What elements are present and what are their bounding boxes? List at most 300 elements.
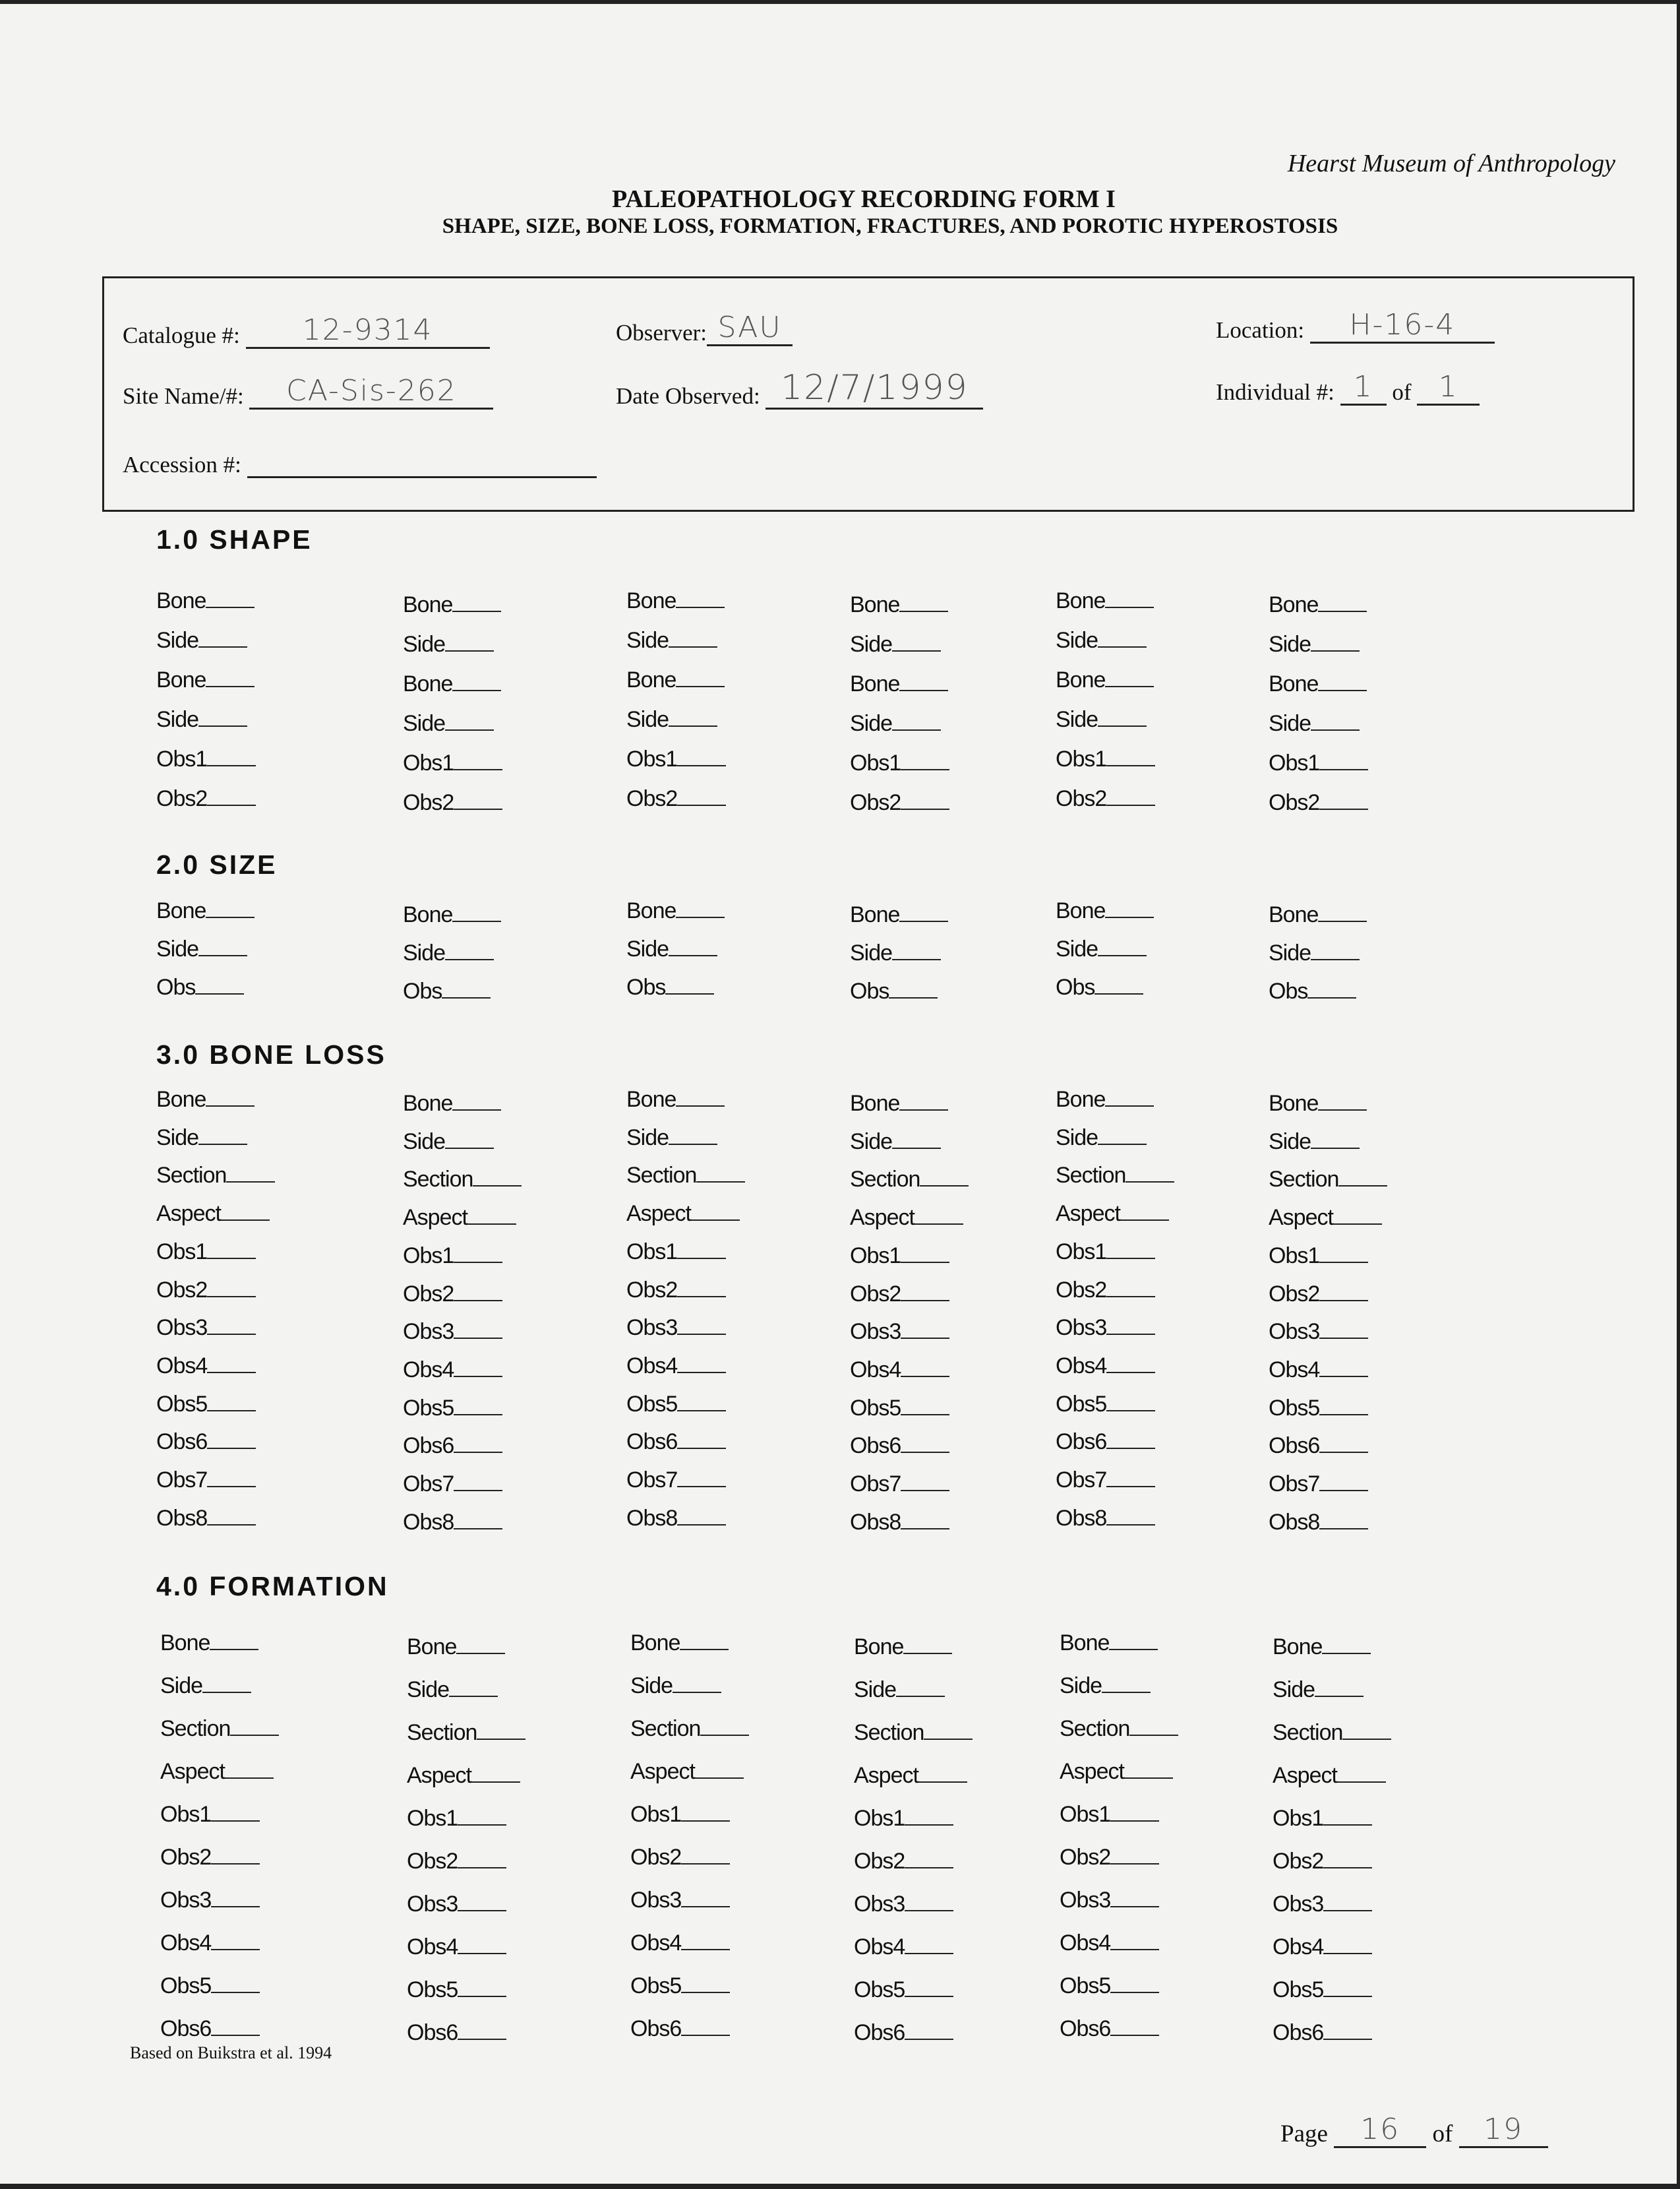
field-blank[interactable] — [1125, 1180, 1174, 1183]
field-blank[interactable] — [665, 992, 714, 995]
field-blank[interactable] — [198, 1142, 247, 1145]
field-label: Obs1 — [850, 1243, 901, 1268]
location-value[interactable]: H-16-4 — [1349, 308, 1456, 342]
field-blank[interactable] — [669, 724, 717, 727]
field-blank[interactable] — [676, 1104, 725, 1107]
field-label: Side — [1056, 937, 1098, 962]
field-blank[interactable] — [207, 1409, 256, 1411]
field-blank[interactable] — [1110, 2033, 1159, 2036]
field-blank[interactable] — [207, 803, 256, 806]
field-label: Bone — [850, 902, 900, 927]
field-blank[interactable] — [1105, 915, 1154, 918]
field-blank[interactable] — [677, 1409, 726, 1411]
field-blank[interactable] — [901, 1527, 949, 1529]
field-label: Side — [160, 1673, 203, 1698]
field-obs4 — [403, 1357, 502, 1383]
field-label: Side — [403, 632, 446, 657]
field-blank[interactable] — [915, 1222, 963, 1225]
field-blank[interactable] — [1110, 1948, 1159, 1950]
field-blank[interactable] — [892, 728, 941, 731]
field-blank[interactable] — [452, 609, 501, 612]
scan-edge — [0, 0, 1680, 4]
field-section — [854, 1720, 973, 1746]
field-blank[interactable] — [471, 1780, 520, 1783]
field-label: Obs3 — [1060, 1888, 1111, 1913]
field-blank[interactable] — [1323, 1866, 1372, 1868]
field-blank[interactable] — [1323, 1823, 1372, 1826]
field-blank[interactable] — [1311, 649, 1360, 652]
field-blank[interactable] — [1323, 1909, 1372, 1911]
field-label: Obs4 — [1060, 1930, 1111, 1956]
field-blank[interactable] — [207, 1332, 256, 1335]
field-bone — [626, 667, 725, 693]
field-aspect — [1269, 1205, 1382, 1231]
field-blank[interactable] — [1098, 1142, 1147, 1145]
form-subtitle: SHAPE, SIZE, BONE LOSS, FORMATION, FRACTURES, AND POROTIC HYPEROSTOSIS — [442, 214, 1338, 238]
field-blank[interactable] — [1095, 992, 1143, 995]
field-label: Obs3 — [156, 1315, 208, 1341]
field-label: Obs7 — [1269, 1471, 1320, 1496]
field-label: Obs4 — [854, 1934, 905, 1959]
field-side — [156, 937, 247, 962]
field-obs1 — [1056, 747, 1155, 772]
field-side — [1269, 632, 1360, 658]
field-blank[interactable] — [211, 1905, 260, 1907]
field-blank[interactable] — [1319, 1336, 1368, 1339]
field-blank[interactable] — [899, 919, 948, 922]
field-blank[interactable] — [1311, 728, 1360, 731]
field-blank[interactable] — [677, 1446, 726, 1449]
field-blank[interactable] — [1319, 1374, 1368, 1377]
field-blank[interactable] — [1105, 1104, 1154, 1107]
field-obs1 — [1060, 1802, 1159, 1828]
field-obs1 — [626, 1239, 726, 1265]
catalogue-value[interactable]: 12-9314 — [302, 313, 433, 347]
field-blank[interactable] — [1105, 605, 1154, 608]
field-blank[interactable] — [696, 1180, 745, 1183]
field-blank[interactable] — [899, 609, 948, 612]
field-blank[interactable] — [1307, 996, 1356, 999]
field-blank[interactable] — [207, 764, 256, 766]
field-obs5 — [630, 1973, 730, 1999]
field-blank[interactable] — [700, 1733, 749, 1736]
field-blank[interactable] — [1319, 1413, 1368, 1415]
field-label: Obs8 — [850, 1509, 901, 1535]
field-blank[interactable] — [230, 1733, 279, 1736]
field-label: Obs2 — [1056, 1277, 1107, 1303]
field-blank[interactable] — [445, 728, 494, 731]
field-blank[interactable] — [442, 996, 491, 999]
field-label: Bone — [156, 1087, 206, 1112]
field-blank[interactable] — [1106, 1256, 1155, 1259]
field-blank[interactable] — [198, 954, 247, 956]
field-obs3 — [1273, 1892, 1372, 1917]
field-blank[interactable] — [454, 1527, 502, 1529]
field-blank[interactable] — [198, 645, 247, 648]
field-blank[interactable] — [1106, 1446, 1155, 1449]
field-obs4 — [160, 1930, 260, 1956]
field-blank[interactable] — [677, 1256, 726, 1259]
field-blank[interactable] — [903, 1651, 952, 1654]
field-blank[interactable] — [454, 1489, 502, 1491]
field-blank[interactable] — [920, 1184, 969, 1187]
field-blank[interactable] — [1323, 1994, 1372, 1997]
field-blank[interactable] — [1323, 1952, 1372, 1954]
field-label: Side — [156, 707, 199, 732]
field-blank[interactable] — [901, 1336, 949, 1339]
field-blank[interactable] — [681, 1819, 730, 1822]
field-obs7 — [156, 1467, 256, 1493]
field-blank[interactable] — [1318, 1108, 1367, 1111]
field-blank[interactable] — [1098, 724, 1147, 727]
field-blank[interactable] — [221, 1218, 270, 1221]
field-blank[interactable] — [695, 1776, 744, 1779]
field-label: Obs5 — [626, 1391, 678, 1417]
field-blank[interactable] — [669, 1142, 717, 1145]
field-obs6 — [156, 1429, 256, 1455]
field-blank[interactable] — [1106, 803, 1155, 806]
field-blank[interactable] — [198, 724, 247, 727]
field-blank[interactable] — [458, 1823, 506, 1826]
accession-field — [123, 447, 597, 478]
field-blank[interactable] — [901, 1413, 949, 1415]
site-value[interactable]: CA-Sis-262 — [286, 374, 457, 408]
field-blank[interactable] — [676, 915, 725, 918]
field-blank[interactable] — [1318, 609, 1367, 612]
field-blank[interactable] — [206, 915, 255, 918]
field-blank[interactable] — [669, 954, 717, 956]
field-blank[interactable] — [1318, 919, 1367, 922]
field-blank[interactable] — [1129, 1733, 1178, 1736]
field-side — [1056, 937, 1147, 962]
field-obs1 — [854, 1806, 953, 1832]
field-blank[interactable] — [1323, 2037, 1372, 2040]
field-blank[interactable] — [905, 1994, 953, 1997]
field-section — [407, 1720, 525, 1746]
field-blank[interactable] — [207, 1523, 256, 1526]
field-blank[interactable] — [677, 1485, 726, 1487]
field-blank[interactable] — [691, 1218, 740, 1221]
field-label: Obs4 — [156, 1353, 208, 1378]
field-label: Side — [403, 940, 446, 966]
citation: Based on Buikstra et al. 1994 — [130, 2043, 332, 2062]
field-side — [626, 937, 717, 962]
field-blank[interactable] — [1106, 1332, 1155, 1335]
field-blank[interactable] — [1311, 1146, 1360, 1149]
field-label: Bone — [156, 588, 206, 613]
field-blank[interactable] — [892, 649, 941, 652]
field-blank[interactable] — [1319, 1260, 1368, 1263]
field-blank[interactable] — [1110, 1990, 1159, 1993]
field-aspect — [1056, 1201, 1169, 1227]
field-blank[interactable] — [211, 1990, 260, 1993]
field-obs6 — [626, 1429, 726, 1455]
field-blank[interactable] — [452, 919, 501, 922]
field-blank[interactable] — [207, 1485, 256, 1487]
field-obs4 — [1269, 1357, 1368, 1383]
field-blank[interactable] — [681, 1862, 730, 1865]
field-blank[interactable] — [681, 1948, 730, 1950]
field-obs2 — [626, 1278, 726, 1303]
observer-value[interactable]: SAU — [717, 311, 782, 344]
field-obs6 — [1269, 1433, 1368, 1459]
field-blank[interactable] — [918, 1780, 967, 1783]
field-blank[interactable] — [454, 1413, 502, 1415]
field-blank[interactable] — [905, 1952, 953, 1954]
field-obs1 — [403, 751, 502, 776]
field-label: Obs1 — [630, 1802, 682, 1827]
field-blank[interactable] — [473, 1184, 522, 1187]
field-blank[interactable] — [1098, 645, 1147, 648]
field-blank[interactable] — [207, 1371, 256, 1373]
field-blank[interactable] — [899, 689, 948, 691]
field-section — [626, 1163, 745, 1188]
field-obs1 — [156, 747, 256, 772]
field-blank[interactable] — [454, 807, 502, 810]
field-obs3 — [156, 1315, 256, 1341]
field-blank[interactable] — [1319, 807, 1368, 810]
field-label: Obs2 — [403, 790, 454, 815]
field-label: Obs4 — [1273, 1934, 1324, 1959]
field-label: Aspect — [1060, 1759, 1124, 1784]
field-blank[interactable] — [1319, 1489, 1368, 1491]
field-blank[interactable] — [1105, 685, 1154, 687]
field-blank[interactable] — [1318, 689, 1367, 691]
field-obs1 — [850, 1243, 949, 1269]
field-blank[interactable] — [669, 645, 717, 648]
field-label: Aspect — [850, 1205, 915, 1231]
field-blank[interactable] — [458, 1952, 506, 1954]
field-label: Side — [850, 940, 893, 966]
field-blank[interactable] — [210, 1648, 258, 1650]
field-label: Obs1 — [403, 1243, 454, 1268]
field-blank[interactable] — [892, 1146, 941, 1149]
field-label: Side — [1060, 1673, 1102, 1698]
field-blank[interactable] — [677, 1295, 726, 1297]
field-blank[interactable] — [206, 605, 255, 608]
field-blank[interactable] — [456, 1651, 505, 1654]
field-blank[interactable] — [901, 1374, 949, 1377]
scan-edge — [0, 2184, 1680, 2189]
field-label: Obs3 — [850, 1319, 901, 1345]
field-blank[interactable] — [445, 649, 494, 652]
field-label: Obs4 — [630, 1930, 682, 1956]
field-blank[interactable] — [905, 2037, 953, 2040]
field-blank[interactable] — [1315, 1694, 1364, 1697]
field-blank[interactable] — [1106, 1371, 1155, 1373]
field-blank[interactable] — [1109, 1648, 1158, 1650]
field-blank[interactable] — [445, 958, 494, 960]
section-heading: 2.0 SIZE — [156, 849, 278, 880]
field-label: Obs2 — [407, 1849, 458, 1874]
field-blank[interactable] — [202, 1690, 251, 1693]
field-blank[interactable] — [892, 958, 941, 960]
field-blank[interactable] — [1110, 1905, 1159, 1907]
field-obs2 — [1056, 786, 1155, 812]
field-blank[interactable] — [458, 1866, 506, 1868]
field-obs2 — [626, 786, 726, 812]
page-total[interactable]: 19 — [1484, 2112, 1524, 2146]
page-label: Page — [1280, 2120, 1328, 2147]
field-blank[interactable] — [454, 1260, 502, 1263]
field-label: Obs1 — [1056, 747, 1107, 772]
field-blank[interactable] — [1338, 1184, 1387, 1187]
field-section — [403, 1167, 522, 1192]
field-blank[interactable] — [896, 1694, 945, 1697]
field-blank[interactable] — [1319, 1450, 1368, 1453]
field-side — [156, 628, 247, 654]
field-blank[interactable] — [1106, 1409, 1155, 1411]
field-bone — [1269, 671, 1367, 697]
field-blank[interactable] — [1102, 1690, 1151, 1693]
field-label: Obs1 — [403, 751, 454, 776]
field-bone — [1056, 1087, 1154, 1113]
field-blank[interactable] — [206, 685, 255, 687]
field-section — [156, 1163, 275, 1188]
field-blank[interactable] — [195, 992, 244, 995]
date-value[interactable]: 12/7/1999 — [781, 368, 969, 408]
field-obs1 — [403, 1243, 502, 1269]
field-blank[interactable] — [207, 1446, 256, 1449]
field-blank[interactable] — [211, 2033, 260, 2036]
field-blank[interactable] — [1311, 958, 1360, 960]
field-blank[interactable] — [677, 803, 726, 806]
field-label: Aspect — [630, 1759, 695, 1784]
field-obs4 — [854, 1934, 953, 1960]
field-label: Bone — [626, 667, 676, 693]
field-blank[interactable] — [1333, 1222, 1382, 1225]
field-obs2 — [1269, 790, 1368, 816]
field-bone — [1056, 588, 1154, 614]
field-blank[interactable] — [889, 996, 938, 999]
field-obs7 — [626, 1467, 726, 1493]
field-blank[interactable] — [449, 1694, 498, 1697]
field-blank[interactable] — [477, 1737, 525, 1740]
field-blank[interactable] — [676, 685, 725, 687]
field-blank[interactable] — [454, 1450, 502, 1453]
field-label: Obs2 — [1056, 786, 1107, 811]
field-blank[interactable] — [207, 1295, 256, 1297]
field-side — [1269, 711, 1360, 737]
field-blank[interactable] — [681, 2033, 730, 2036]
field-blank[interactable] — [1106, 764, 1155, 766]
field-blank[interactable] — [211, 1819, 260, 1822]
field-blank[interactable] — [677, 1332, 726, 1335]
field-aspect — [626, 1201, 740, 1227]
field-blank[interactable] — [901, 1450, 949, 1453]
field-blank[interactable] — [1124, 1776, 1173, 1779]
field-blank[interactable] — [1322, 1651, 1371, 1654]
field-blank[interactable] — [905, 1909, 953, 1911]
field-obs4 — [630, 1930, 730, 1956]
field-label: Obs2 — [160, 1845, 212, 1870]
field-label: Obs8 — [1269, 1509, 1320, 1535]
field-section — [1273, 1720, 1391, 1746]
field-blank[interactable] — [458, 1994, 506, 1997]
field-side — [1273, 1677, 1364, 1703]
field-blank[interactable] — [1106, 1485, 1155, 1487]
field-blank[interactable] — [905, 1866, 953, 1868]
field-blank[interactable] — [207, 1256, 256, 1259]
scan-edge — [1677, 0, 1680, 2189]
field-blank[interactable] — [905, 1823, 953, 1826]
field-label: Obs5 — [850, 1395, 901, 1421]
field-blank[interactable] — [680, 1648, 729, 1650]
field-blank[interactable] — [1110, 1862, 1159, 1865]
page-value[interactable]: 16 — [1360, 2112, 1400, 2146]
field-blank[interactable] — [1106, 1523, 1155, 1526]
field-side — [1060, 1673, 1151, 1699]
field-blank[interactable] — [681, 1990, 730, 1993]
field-blank[interactable] — [454, 768, 502, 770]
field-label: Obs3 — [630, 1888, 682, 1913]
field-blank[interactable] — [226, 1180, 275, 1183]
field-label: Bone — [160, 1630, 210, 1655]
field-blank[interactable] — [1319, 768, 1368, 770]
field-blank[interactable] — [1342, 1737, 1391, 1740]
field-blank[interactable] — [901, 807, 949, 810]
field-label: Obs6 — [626, 1429, 678, 1455]
field-label: Aspect — [160, 1759, 225, 1784]
field-blank[interactable] — [452, 1108, 501, 1111]
field-blank[interactable] — [677, 764, 726, 766]
field-blank[interactable] — [1110, 1819, 1159, 1822]
field-blank[interactable] — [1106, 1295, 1155, 1297]
field-blank[interactable] — [924, 1737, 973, 1740]
field-blank[interactable] — [901, 1299, 949, 1301]
field-blank[interactable] — [901, 1489, 949, 1491]
field-blank[interactable] — [1319, 1527, 1368, 1529]
field-blank[interactable] — [1120, 1218, 1169, 1221]
field-obs4 — [626, 1353, 726, 1379]
field-label: Obs1 — [156, 747, 208, 772]
field-blank[interactable] — [1098, 954, 1147, 956]
field-blank[interactable] — [225, 1776, 274, 1779]
field-blank[interactable] — [677, 1371, 726, 1373]
field-blank[interactable] — [454, 1374, 502, 1377]
field-blank[interactable] — [211, 1862, 260, 1865]
field-blank[interactable] — [899, 1108, 948, 1111]
field-blank[interactable] — [458, 2037, 506, 2040]
field-label: Obs3 — [403, 1319, 454, 1345]
field-label: Side — [407, 1677, 450, 1702]
field-blank[interactable] — [454, 1299, 502, 1301]
field-blank[interactable] — [901, 1260, 949, 1263]
field-aspect — [1273, 1763, 1386, 1789]
individual-total[interactable]: 1 — [1438, 370, 1458, 404]
field-label: Aspect — [854, 1763, 918, 1788]
field-blank[interactable] — [445, 1146, 494, 1149]
field-blank[interactable] — [454, 1336, 502, 1339]
individual-value[interactable]: 1 — [1353, 370, 1373, 404]
field-blank[interactable] — [458, 1909, 506, 1911]
field-blank[interactable] — [206, 1104, 255, 1107]
field-blank[interactable] — [901, 768, 949, 770]
field-blank[interactable] — [1337, 1780, 1386, 1783]
location-field — [1216, 308, 1495, 344]
field-blank[interactable] — [211, 1948, 260, 1950]
field-blank[interactable] — [1319, 1299, 1368, 1301]
field-blank[interactable] — [681, 1905, 730, 1907]
field-blank[interactable] — [452, 689, 501, 691]
field-blank[interactable] — [673, 1690, 721, 1693]
field-bone — [403, 592, 501, 618]
field-blank[interactable] — [677, 1523, 726, 1526]
field-blank[interactable] — [676, 605, 725, 608]
field-label: Obs6 — [630, 2016, 682, 2041]
field-blank[interactable] — [467, 1222, 516, 1225]
field-label: Section — [156, 1163, 227, 1188]
